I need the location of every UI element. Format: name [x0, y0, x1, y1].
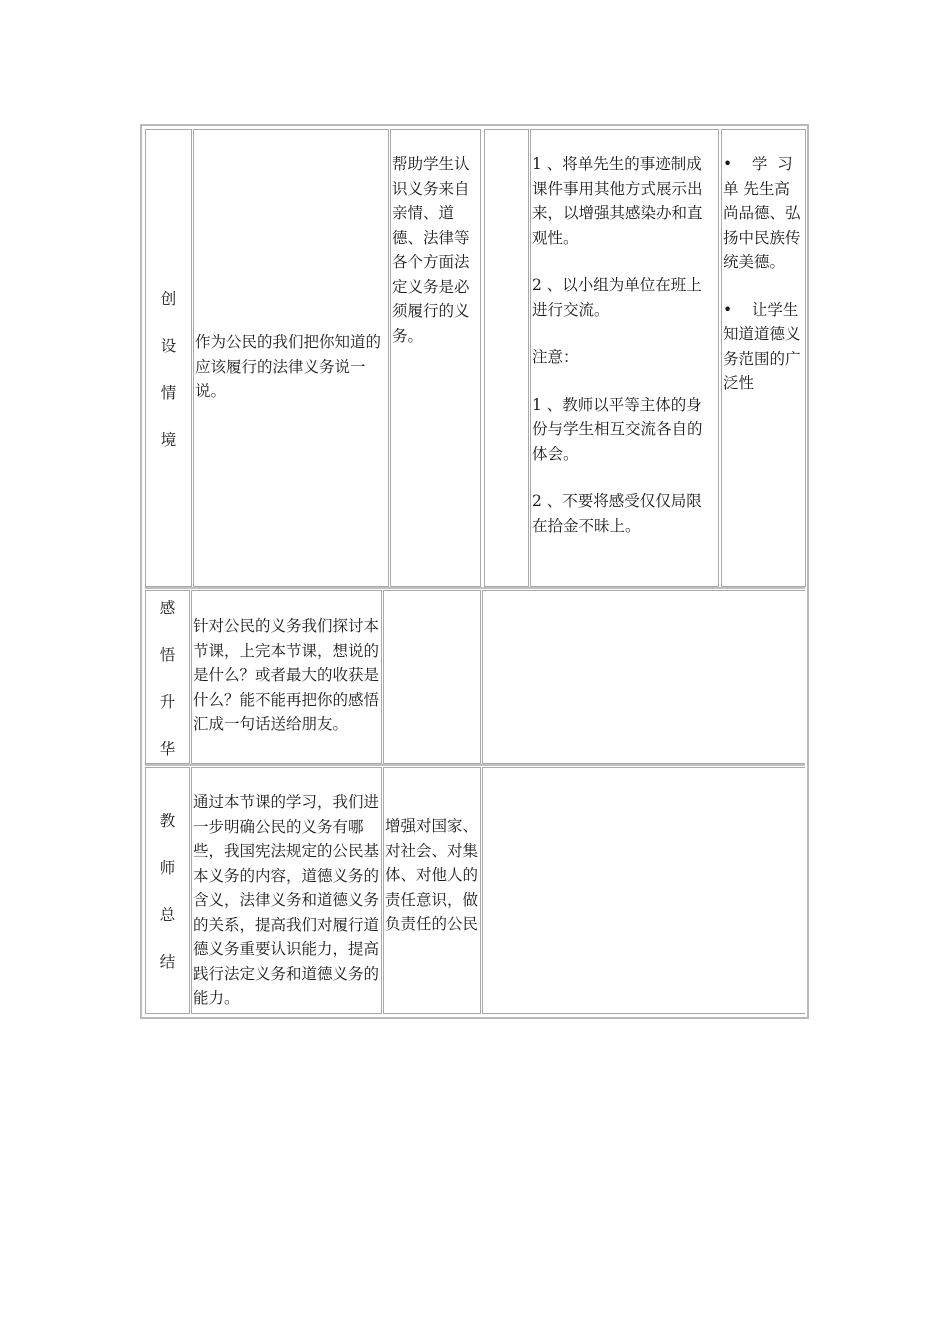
row3-stage-char: 教 [159, 812, 176, 830]
row1-note: 2 、不要将感受仅仅局限在拾金不昧上。 [532, 492, 702, 535]
row3-stage-char: 师 [159, 859, 176, 877]
row1-note: 注意： [532, 348, 579, 366]
row1-note: 1 、将单先生的事迹制成课件事用其他方式展示出来，以增强其感染办和直观性。 [532, 155, 703, 247]
row1-stage-char: 创 [160, 290, 177, 308]
row2-intent-cell [383, 590, 481, 764]
row1-note: 2 、以小组为单位在班上进行交流。 [532, 276, 702, 319]
row2-stage-char: 华 [159, 740, 176, 758]
row1-note: 1 、教师以平等主体的身份与学生相互交流各自的体会。 [532, 395, 703, 463]
row2-stage-char: 感 [159, 599, 176, 617]
row1-stage-char: 情 [160, 384, 177, 402]
row2-stage-char: 升 [159, 693, 176, 711]
row3-intent-cell [383, 767, 481, 1014]
row2-empty-cell [482, 590, 805, 764]
row1-goal: • 学 习单 先生高尚品德、弘扬中民族传统美德。 [723, 155, 801, 271]
row1-goal: • 让学生知道道德义务范围的广泛性 [723, 300, 801, 392]
row1-activity-text: 作为公民的我们把你知道的应该履行的法律义务说一说。 [195, 333, 382, 400]
row-divider [145, 764, 805, 766]
row1-intent-cell [390, 129, 481, 587]
row1-stage-char: 设 [160, 337, 177, 355]
row1-notes-cell [530, 129, 719, 587]
row3-empty-cell [482, 767, 805, 1014]
row3-intent-text: 增强对国家、对社会、对集体、对他人的责任意识，做负责任的公民 [385, 817, 479, 933]
row2-activity-text: 针对公民的义务我们探讨本节课，上完本节课，想说的是什么？或者最大的收获是什么？能不能再把你的感悟汇成一句话送给朋友。 [193, 617, 380, 733]
row1-stage-cell [145, 129, 192, 587]
row1-activity-cell [193, 129, 389, 587]
row1-goals-cell [721, 129, 806, 587]
row-divider [145, 587, 805, 589]
row2-activity-cell [191, 590, 382, 764]
row2-stage-cell [145, 590, 190, 764]
row1-stage-char: 境 [160, 431, 177, 449]
row2-stage-char: 悟 [159, 646, 176, 664]
row3-stage-cell [145, 767, 190, 1014]
row1-intent-text: 帮助学生认识义务来自亲情、道德、法律等各个方面法定义务是必须履行的义务。 [392, 155, 470, 345]
row3-activity-text: 通过本节课的学习，我们进一步明确公民的义务有哪些，我国宪法规定的公民基本义务的内容，道德义务的含义，法律义务和道德义务的关系，提高我们对履行道德义务重要认识能力，提高践行法定义务和道德义务的能力。 [193, 793, 380, 1007]
row1-empty-cell [484, 129, 529, 587]
row3-stage-char: 结 [159, 953, 176, 971]
row3-activity-cell [191, 767, 382, 1014]
row3-stage-char: 总 [159, 906, 176, 924]
